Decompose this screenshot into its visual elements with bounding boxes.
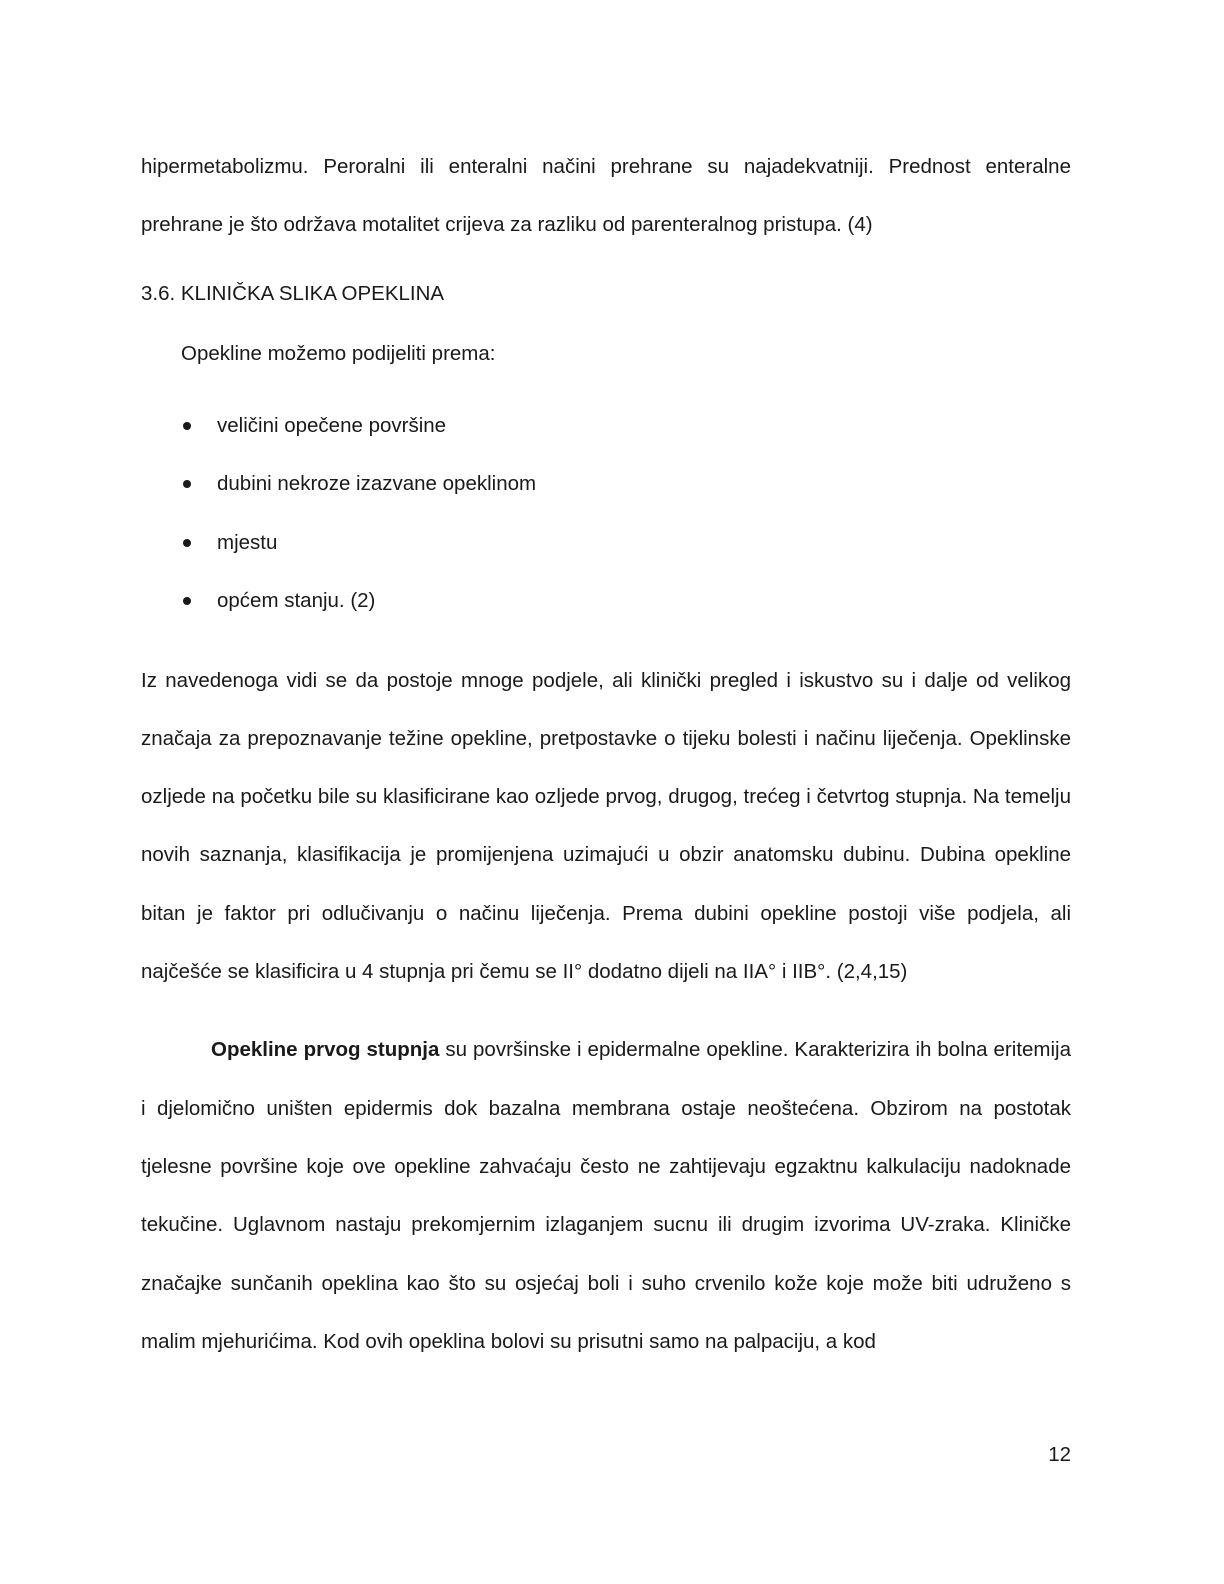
bold-term: Opekline prvog stupnja [211, 1038, 440, 1062]
section-heading: 3.6. KLINIČKA SLIKA OPEKLINA [141, 281, 445, 305]
body-paragraph-classification: Iz navedenoga vidi se da postoje mnoge podjele, ali klinički pregled i iskustvo su i dalje od velikog značaja za prepoznavanje težine opekline, pretpostavke o tijeku bolesti i načinu liječenja. Opeklinske ozljede na početku bile su klasificirane kao ozljede prvog, drugog, trećeg i četvrtog stupnja. Na temelju novih saznanja, klasifikacija je promijenjena uzimajući u obzir anatomsku dubinu. Dubina opekline bitan je faktor pri odlučivanju o načinu liječenja. Prema dubini opekline postoji više podjela, ali najčešće se klasificira u 4 stupnja pri čemu se II° dodatno dijeli na IIA° i IIB°. (2,4,15) [141, 668, 1071, 984]
list-item [141, 455, 1071, 514]
criteria-list [141, 397, 1071, 631]
list-item-text: dubini nekroze izazvane opeklinom [217, 472, 537, 496]
list-item [141, 514, 1071, 573]
bullet-icon [183, 480, 191, 488]
page-content [141, 138, 1071, 1371]
paragraph-text: su površinske i epidermalne opekline. Karakterizira ih bolna eritemija i djelomično uništen epidermis dok bazalna membrana ostaje neoštećena. Obzirom na postotak tjelesne površine koje ove opekline zahvaćaju često ne zahtijevaju egzaktnu kalkulaciju nadoknade tekučine. Uglavnom nastaju prekomjernim izlaganjem sucnu ili drugim izvorima UV-zraka. Kliničke značajke sunčanih opeklina kao što su osjećaj boli i suho crvenilo kože koje može biti udruženo s malim mjehurićima. Kod ovih opeklina bolovi su prisutni samo na palpaciju, a kod [141, 1038, 1072, 1353]
list-item-text: veličini opečene površine [217, 413, 447, 437]
body-paragraph-first-degree [141, 1021, 1071, 1371]
bullet-icon [183, 597, 191, 605]
list-item [141, 572, 1071, 631]
list-item [141, 397, 1071, 456]
list-item-text: mjestu [217, 530, 278, 554]
page-number: 12 [1048, 1443, 1071, 1466]
continuation-paragraph: hipermetabolizmu. Peroralni ili enteralni načini prehrane su najadekvatniji. Prednost enteralne prehrane je što održava motalitet crijeva za razliku od parenteralnog pristupa. (4) [141, 155, 1071, 237]
list-intro: Opekline možemo podijeliti prema: [181, 341, 496, 365]
list-item-text: općem stanju. (2) [217, 589, 376, 613]
bullet-icon [183, 539, 191, 547]
bullet-icon [183, 422, 191, 430]
